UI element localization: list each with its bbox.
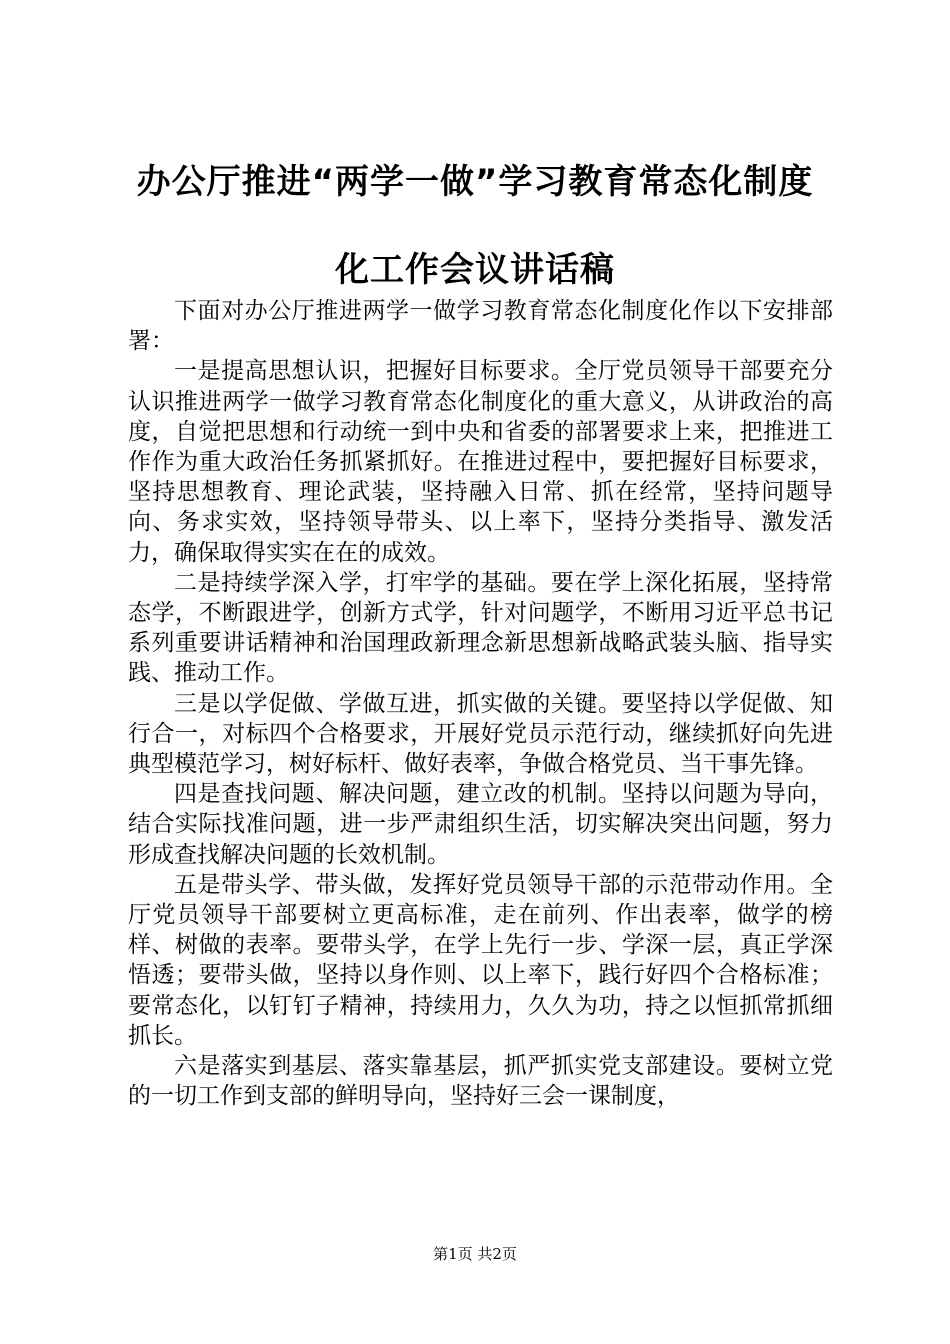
document-title-line-2: 化工作会议讲话稿	[335, 250, 615, 290]
document-body	[128, 296, 833, 1111]
paragraph-6: 六是落实到基层、落实靠基层，抓严抓实党支部建设。要树立党的一切工作到支部的鲜明导向，坚持好三会一课制度，	[128, 1053, 833, 1110]
paragraph-intro: 下面对办公厅推进两学一做学习教育常态化制度化作以下安排部署：	[128, 298, 833, 355]
paragraph-2: 二是持续学深入学，打牢学的基础。要在学上深化拓展，坚持常态学，不断跟进学，创新方式学，针对问题学，不断用习近平总书记系列重要讲话精神和治国理政新理念新思想新战略武装头脑、指导实践、推动工作。	[128, 569, 833, 687]
paragraph-3: 三是以学促做、学做互进，抓实做的关键。要坚持以学促做、知行合一，对标四个合格要求，开展好党员示范行动，继续抓好向先进典型模范学习，树好标杆、做好表率，争做合格党员、当干事先锋。	[128, 690, 833, 778]
paragraph-1: 一是提高思想认识，把握好目标要求。全厅党员领导干部要充分认识推进两学一做学习教育常态化制度化的重大意义，从讲政治的高度，自觉把思想和行动统一到中央和省委的部署要求上来，把推进工作作为重大政治任务抓紧抓好。在推进过程中，要把握好目标要求，坚持思想教育、理论武装，坚持融入日常、抓在经常，坚持问题导向、务求实效，坚持领导带头、以上率下，坚持分类指导、激发活力，确保取得实实在在的成效。	[128, 358, 833, 566]
page-footer: 第1页 共2页	[433, 1245, 517, 1263]
paragraph-5: 五是带头学、带头做，发挥好党员领导干部的示范带动作用。全厅党员领导干部要树立更高标准，走在前列、作出表率，做学的榜样、树做的表率。要带头学，在学上先行一步、学深一层，真正学深悟透；要带头做，坚持以身作则、以上率下，践行好四个合格标准；要常态化，以钉钉子精神，持续用力，久久为功，持之以恒抓常抓细抓长。	[128, 871, 833, 1049]
document-title-line-1: 办公厅推进“两学一做”学习教育常态化制度	[136, 162, 814, 202]
paragraph-4: 四是查找问题、解决问题，建立改的机制。坚持以问题为导向，结合实际找准问题，进一步严肃组织生活，切实解决突出问题，努力形成查找解决问题的长效机制。	[128, 781, 833, 868]
